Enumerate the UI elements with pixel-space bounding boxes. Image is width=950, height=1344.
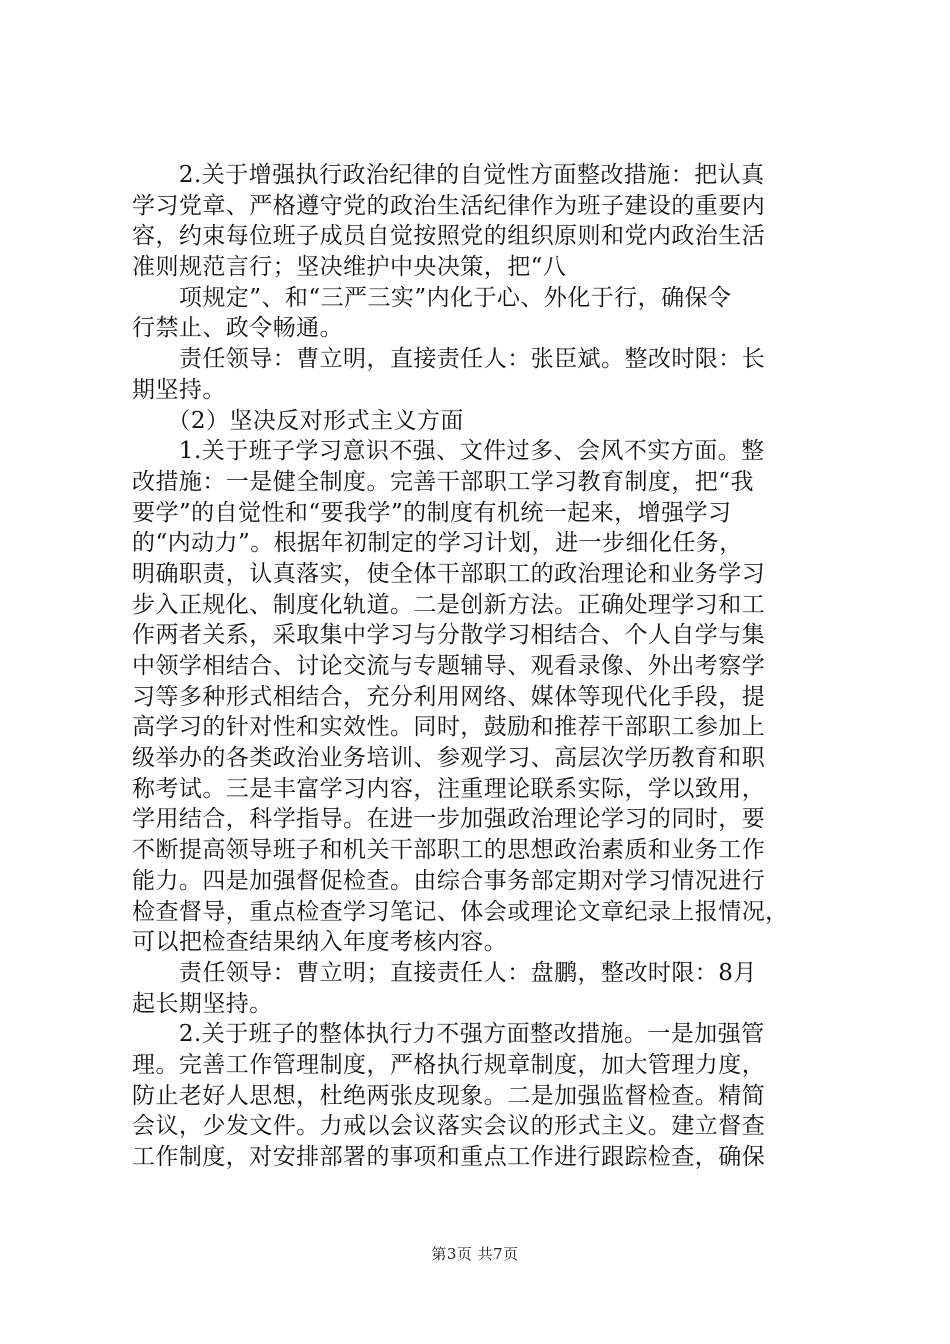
page-footer: 第3页 共7页 xyxy=(431,1245,519,1263)
text-line: 级举办的各类政治业务培训、参观学习、高层次学历教育和职 xyxy=(132,745,766,772)
text-line: 准则规范言行；坚决维护中央决策，把“八 xyxy=(132,254,567,281)
text-line: 责任领导：曹立明，直接责任人：张臣斌。整改时限：长 xyxy=(132,346,766,373)
text-line: 要学”的自觉性和“要我学”的制度有机统一起来，增强学习 xyxy=(132,499,732,526)
text-line: 容，约束每位班子成员自觉按照党的组织原则和党内政治生活 xyxy=(132,223,766,250)
text-line: 步入正规化、制度化轨道。二是创新方法。正确处理学习和工 xyxy=(132,591,766,618)
text-line: 2.关于班子的整体执行力不强方面整改措施。一是加强管 xyxy=(132,1021,765,1048)
text-line: 明确职责，认真落实，使全体干部职工的政治理论和业务学习 xyxy=(132,560,766,587)
text-line: 期坚持。 xyxy=(132,376,226,403)
document-body xyxy=(132,160,832,1173)
text-line: 2.关于增强执行政治纪律的自觉性方面整改措施：把认真 xyxy=(132,162,765,188)
text-line: 可以把检查结果纳入年度考核内容。 xyxy=(132,929,508,956)
text-line: 项规定”、和“三严三实”内化于心、外化于行，确保令 xyxy=(132,284,732,311)
text-line: 会议，少发文件。力戒以会议落实会议的形式主义。建立督查 xyxy=(132,1113,766,1140)
text-line: 称考试。三是丰富学习内容，注重理论联系实际，学以致用， xyxy=(132,775,766,802)
text-line: 习等多种形式相结合，充分利用网络、媒体等现代化手段，提 xyxy=(132,683,766,710)
text-line: 学习党章、严格遵守党的政治生活纪律作为班子建设的重要内 xyxy=(132,192,766,219)
text-line: 行禁止、政令畅通。 xyxy=(132,315,344,342)
text-line: 能力。四是加强督促检查。由综合事务部定期对学习情况进行 xyxy=(132,867,766,894)
text-line: 起长期坚持。 xyxy=(132,990,273,1017)
text-line: 改措施：一是健全制度。完善干部职工学习教育制度，把“我 xyxy=(132,468,754,495)
text-line: 不断提高领导班子和机关干部职工的思想政治素质和业务工作 xyxy=(132,837,766,864)
text-line: 防止老好人思想，杜绝两张皮现象。二是加强监督检查。精简 xyxy=(132,1082,766,1109)
text-line: 学用结合，科学指导。在进一步加强政治理论学习的同时，要 xyxy=(132,806,766,833)
text-line: 工作制度，对安排部署的事项和重点工作进行跟踪检查，确保 xyxy=(132,1144,766,1170)
text-line: （2）坚决反对形式主义方面 xyxy=(132,407,464,434)
text-line: 作两者关系，采取集中学习与分散学习相结合、个人自学与集 xyxy=(132,622,766,649)
text-line: 高学习的针对性和实效性。同时，鼓励和推荐干部职工参加上 xyxy=(132,714,766,741)
text-line: 责任领导：曹立明；直接责任人：盘鹏，整改时限：8月 xyxy=(132,959,757,986)
text-line: 1.关于班子学习意识不强、文件过多、会风不实方面。整 xyxy=(132,438,765,465)
text-line: 中领学相结合、讨论交流与专题辅导、观看录像、外出考察学 xyxy=(132,653,766,679)
text-line: 理。完善工作管理制度，严格执行规章制度，加大管理力度， xyxy=(132,1051,766,1078)
text-line: 的“内动力”。根据年初制定的学习计划，进一步细化任务， xyxy=(132,530,743,557)
text-line: 检查督导，重点检查学习笔记、体会或理论文章纪录上报情况， xyxy=(132,898,789,925)
